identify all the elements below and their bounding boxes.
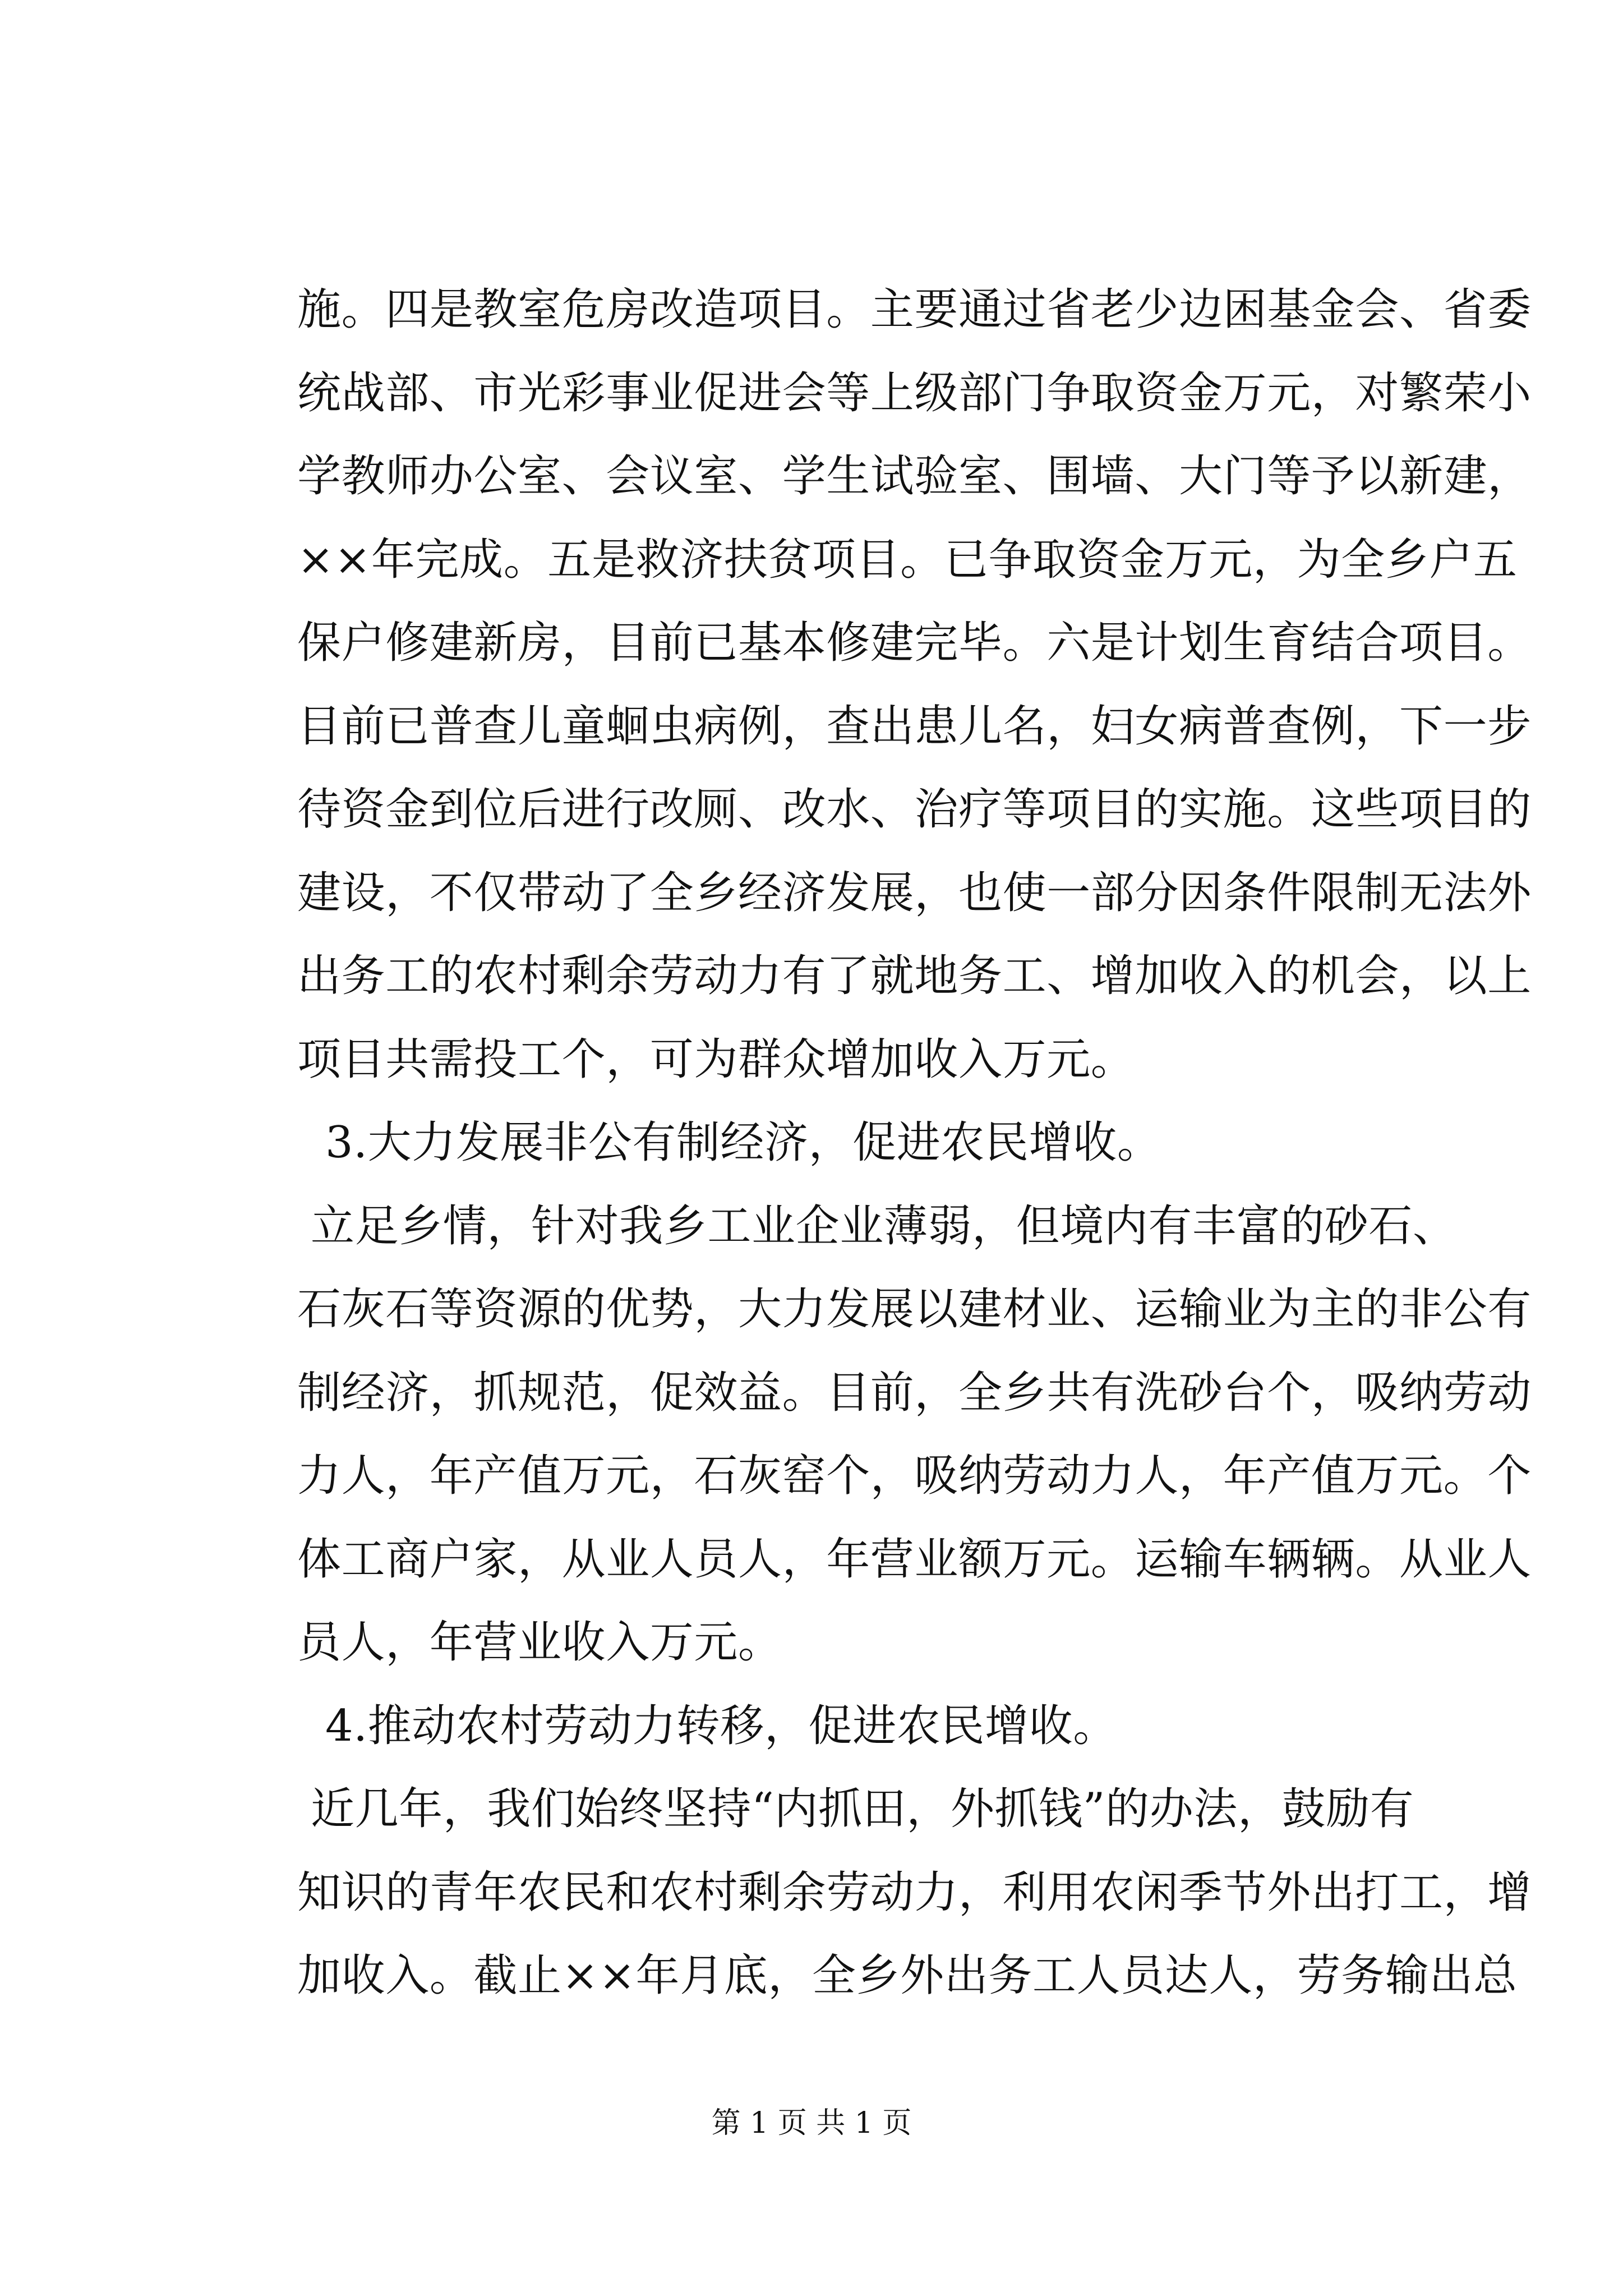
paragraph-first-line: 立足乡情，针对我乡工业企业薄弱，但境内有丰富的砂石、: [311, 1200, 1457, 1251]
body-text-line: 加收入。截止××年月底，全乡外出务工人员达人，劳务输出总: [297, 1950, 1518, 2001]
body-text-line: 力人，年产值万元，石灰窑个，吸纳劳动力人，年产值万元。个: [297, 1451, 1532, 1501]
body-text-line: 员人，年营业收入万元。: [297, 1617, 782, 1668]
section-heading: 3.大力发展非公有制经济，促进农民增收。: [325, 1117, 1161, 1168]
body-text-line: 制经济，抓规范，促效益。目前，全乡共有洗砂台个，吸纳劳动: [297, 1367, 1532, 1418]
body-text-line: 石灰石等资源的优势，大力发展以建材业、运输业为主的非公有: [297, 1284, 1532, 1335]
document-body: [297, 268, 1532, 2018]
body-text-line: 目前已普查儿童蛔虫病例，查出患儿名，妇女病普查例，下一步: [297, 701, 1532, 752]
body-text-line: 施。四是教室危房改造项目。主要通过省老少边困基金会、省委: [297, 284, 1532, 335]
body-text-line: 出务工的农村剩余劳动力有了就地务工、增加收入的机会，以上: [297, 951, 1532, 1001]
body-text-line: 项目共需投工个，可为群众增加收入万元。: [297, 1034, 1135, 1085]
body-text-line: 统战部、市光彩事业促进会等上级部门争取资金万元，对繁荣小: [297, 367, 1532, 418]
page-number-footer: 第 1 页 共 1 页: [711, 2106, 912, 2140]
body-text-line: 保户修建新房，目前已基本修建完毕。六是计划生育结合项目。: [297, 618, 1532, 668]
body-text-line: 待资金到位后进行改厕、改水、治疗等项目的实施。这些项目的: [297, 784, 1532, 835]
body-text-line: 学教师办公室、会议室、学生试验室、围墙、大门等予以新建，: [297, 451, 1532, 501]
section-heading: 4.推动农村劳动力转移，促进农民增收。: [325, 1700, 1117, 1751]
body-text-line: 建设，不仅带动了全乡经济发展，也使一部分因条件限制无法外: [297, 867, 1532, 918]
body-text-line: ××年完成。五是救济扶贫项目。已争取资金万元，为全乡户五: [297, 534, 1518, 585]
body-text-line: 体工商户家，从业人员人，年营业额万元。运输车辆辆。从业人: [297, 1534, 1532, 1585]
paragraph-first-line: 近几年，我们始终坚持“内抓田，外抓钱”的办法，鼓励有: [311, 1784, 1414, 1834]
body-text-line: 知识的青年农民和农村剩余劳动力，利用农闲季节外出打工，增: [297, 1867, 1532, 1918]
